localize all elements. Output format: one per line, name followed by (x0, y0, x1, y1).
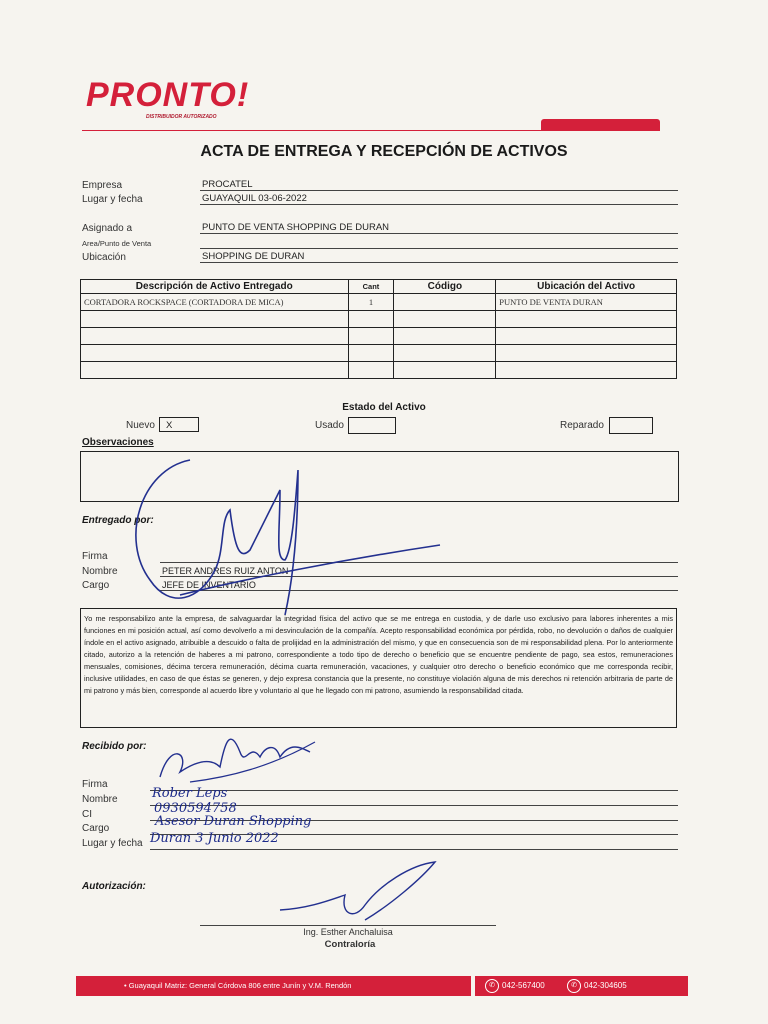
phone-1 (485, 976, 545, 996)
cell-descripcion (81, 311, 349, 328)
nuevo-checkbox[interactable]: X (159, 417, 199, 432)
nuevo-label: Nuevo (126, 420, 155, 431)
footer-address: • Guayaquil Matriz: General Córdova 806 entre Junín y V.M. Rendón (76, 976, 471, 996)
phone-icon: ✆ (485, 979, 499, 993)
autorizacion-role: Contraloría (324, 939, 376, 950)
recibido-lugar-underline (150, 849, 678, 850)
autorizacion-underline (200, 925, 496, 926)
cell-codigo (394, 311, 496, 328)
cell-descripcion (81, 328, 349, 345)
area-label: Area/Punto de Venta (82, 239, 152, 248)
col-descripcion: Descripción de Activo Entregado (81, 280, 349, 294)
col-codigo: Código (394, 280, 496, 294)
table-header-row (81, 280, 677, 294)
recibido-cargo-label: Cargo (82, 823, 110, 834)
declaration-text: Yo me responsabilizo ante la empresa, de salvaguardar la integridad física del activo que se me entrega en custodia, y de darle uso exclusivo para labores inherentes a mis funciones en mi posición actual, así como devolverlo a mi desvinculación de la compañía. Acepto responsabilidad económica por pérdida, robo, no devolución o daños de cualquier índole en el activo asignado, atribuible a descuido o falta de prolijidad en la administración del mismo, y que en consecuencia son de mi responsabilidad plena. Por lo anteriormente citado, autorizo a la retención de haberes a mi patrono, correspondiente a todo tipo de derecho o beneficio que se encuentre pendiente de pago, sea estos, remuneraciones mensuales, comisiones, décima tercera remuneración, décima cuarta remuneración, vacaciones, y cualquier otro derecho o beneficio económico que me corresponda recibir, inclusive utilidades, en caso de que éstas se generen, y dejo expresa constancia que la presente, no constituye violación alguna de mis derechos ni retención arbitraria de parte de mi patrono y más bien, corresponde al acuerdo libre y voluntario al que he llegado con mi patrono, asumiendo la responsabilidad citada. (80, 608, 677, 728)
col-cant: Cant (348, 280, 394, 294)
lugar-fecha-label: Lugar y fecha (82, 194, 143, 205)
entregado-nombre-label: Nombre (82, 566, 118, 577)
ubicacion-underline (200, 262, 678, 263)
entregado-nombre-value: PETER ANDRES RUIZ ANTON (162, 566, 289, 576)
recibido-cargo-value: Asesor Duran Shopping (155, 814, 312, 829)
ubicacion-label: Ubicación (82, 252, 126, 263)
table-row (81, 311, 677, 328)
lugar-fecha-value: GUAYAQUIL 03-06-2022 (202, 193, 307, 204)
logo-subtext: DISTRIBUIDOR AUTORIZADO (146, 114, 217, 120)
cell-cant (348, 362, 394, 379)
recibido-lugar-value: Duran 3 Junio 2022 (150, 831, 279, 846)
cell-cant (348, 345, 394, 362)
recibido-title: Recibido por: (82, 741, 147, 752)
empresa-value: PROCATEL (202, 179, 253, 190)
cell-codigo (394, 345, 496, 362)
empresa-underline (200, 190, 678, 191)
cell-cant (348, 311, 394, 328)
phone-icon: ✆ (567, 979, 581, 993)
recibido-firma-label: Firma (82, 779, 108, 790)
lugar-fecha-underline (200, 204, 678, 205)
reparado-checkbox[interactable] (609, 417, 653, 434)
cell-codigo (394, 362, 496, 379)
cell-ubicacion (496, 328, 677, 345)
cell-ubicacion (496, 362, 677, 379)
asignado-underline (200, 233, 678, 234)
cell-ubicacion (496, 345, 677, 362)
empresa-label: Empresa (82, 180, 123, 191)
cell-descripcion (81, 345, 349, 362)
cell-ubicacion (496, 311, 677, 328)
recibido-nombre-value: Rober Leps (152, 786, 228, 801)
recibido-ci-label: CI (82, 809, 92, 820)
estado-title: Estado del Activo (342, 402, 426, 413)
reparado-label: Reparado (560, 420, 604, 431)
assets-table (80, 279, 677, 379)
cell-codigo (394, 294, 496, 311)
autorizacion-signature (270, 860, 450, 930)
cell-codigo (394, 328, 496, 345)
phone-1-text: 042-567400 (502, 981, 545, 990)
entregado-cargo-label: Cargo (82, 580, 110, 591)
entregado-title: Entregado por: (82, 515, 154, 526)
asignado-value: PUNTO DE VENTA SHOPPING DE DURAN (202, 222, 390, 233)
phone-2 (567, 976, 627, 996)
pronto-logo (86, 76, 250, 120)
table-row (81, 294, 677, 311)
header-accent-line (82, 130, 660, 131)
recibido-nombre-label: Nombre (82, 794, 118, 805)
usado-checkbox[interactable] (348, 417, 396, 434)
autorizacion-title: Autorización: (82, 881, 146, 892)
recibido-ci-value: 0930594758 (154, 801, 237, 816)
ubicacion-value: SHOPPING DE DURAN (202, 251, 305, 262)
cell-cant: 1 (348, 294, 394, 311)
table-row (81, 362, 677, 379)
cell-cant (348, 328, 394, 345)
footer-phones (475, 976, 688, 996)
entregado-firma-label: Firma (82, 551, 108, 562)
footer (76, 976, 688, 996)
entregado-cargo-value: JEFE DE INVENTARIO (162, 580, 256, 590)
recibido-signature (150, 722, 320, 792)
logo-text: PRONTO! (86, 76, 250, 114)
usado-label: Usado (315, 420, 344, 431)
cell-descripcion (81, 362, 349, 379)
phone-2-text: 042-304605 (584, 981, 627, 990)
observaciones-label: Observaciones (82, 437, 154, 448)
asignado-label: Asignado a (82, 223, 133, 234)
entregado-signature (120, 450, 450, 620)
area-underline (200, 248, 678, 249)
cell-descripcion: CORTADORA ROCKSPACE (CORTADORA DE MICA) (81, 294, 349, 311)
document-title: ACTA DE ENTREGA Y RECEPCIÓN DE ACTIVOS (200, 143, 568, 160)
cell-ubicacion: PUNTO DE VENTA DURAN (496, 294, 677, 311)
col-ubicacion: Ubicación del Activo (496, 280, 677, 294)
autorizacion-name: Ing. Esther Anchaluisa (303, 927, 393, 937)
table-row (81, 345, 677, 362)
recibido-lugar-label: Lugar y fecha (82, 838, 143, 849)
table-row (81, 328, 677, 345)
